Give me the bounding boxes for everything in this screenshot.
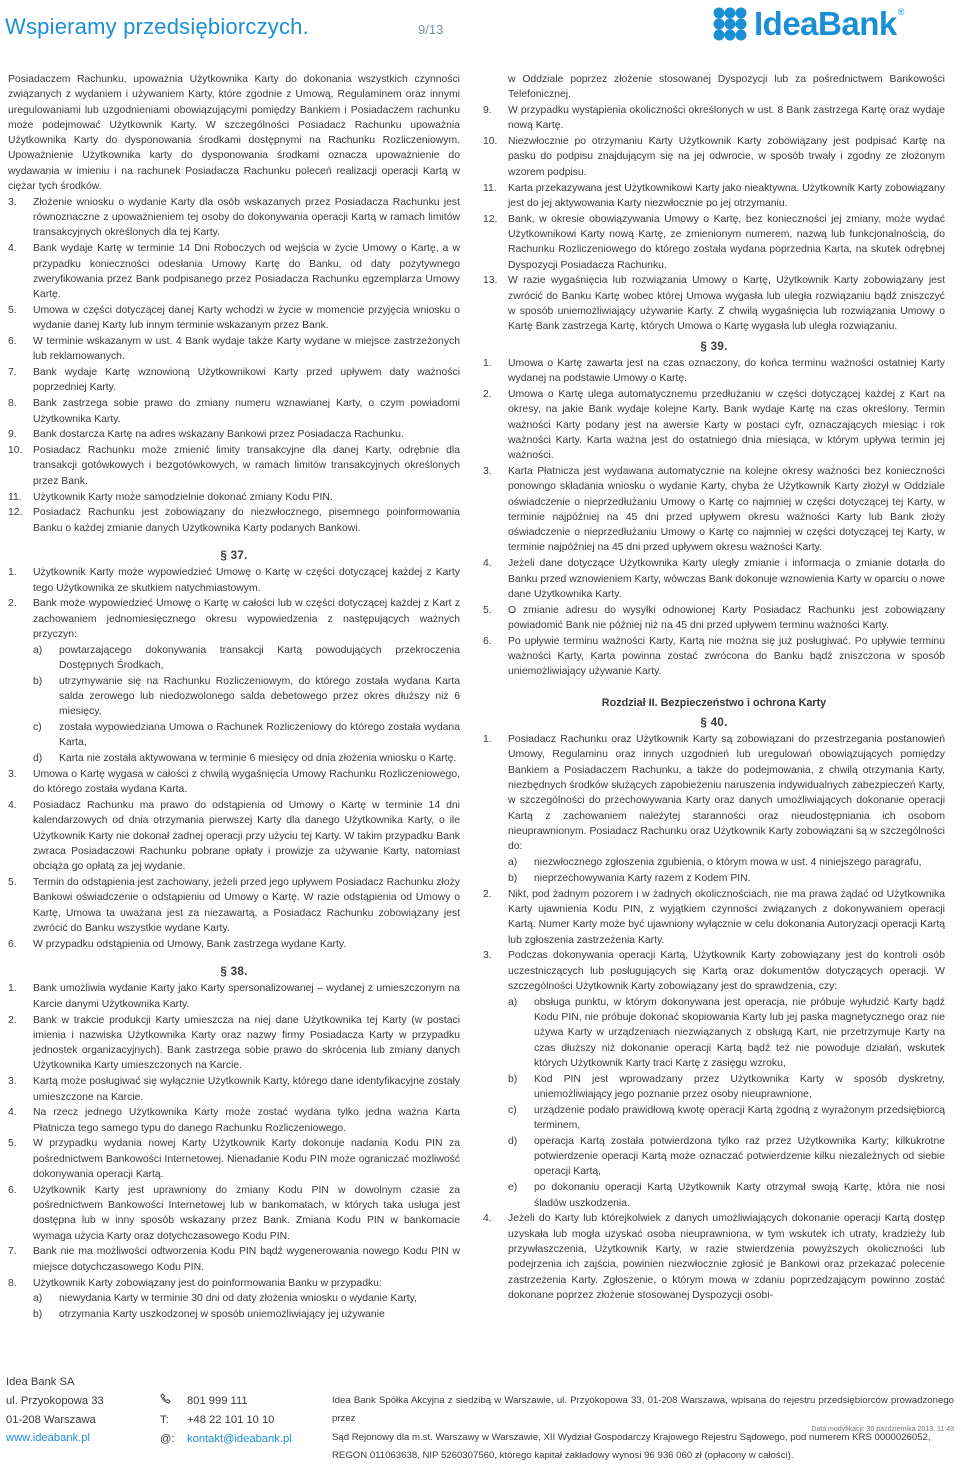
item-text: Umowa o Kartę wygasa w całości z chwilą wygaśnięcia Umowy Rachunku Rozliczeniowego, do którego została wydana Karta. [33, 769, 460, 796]
sub-text: utrzymywanie się na Rachunku Rozliczeniowym, do którego została wydana Karta salda zerowego lub niedozwolonego salda debetowego przez okres dłuższy niż 6 miesięcy, [59, 675, 460, 718]
item-text: Użytkownik Karty zobowiązany jest do poinformowania Banku w przypadku: [33, 1277, 382, 1289]
item-text: Bank, w okresie obowiązywania Umowy o Kartę, bez konieczności jej zmiany, może wydać Użytkownikowi Karty nową Kartę, ze zmienionym numerem, nazwą lub funkcjonalnością, do Rachunku Rozliczeniowego do którego została wydana poprzednia Karta, na skutek odrębnej Dyspozycji Posiadacza Rachunku. [508, 213, 945, 271]
item-text: W przypadku wystąpienia okoliczności określonych w ust. 8 Bank zastrzega Kartę oraz wydaje nową Kartę. [508, 105, 945, 132]
tel-label: T: [160, 1413, 169, 1426]
sub-item [483, 1134, 945, 1180]
item-text: Jeżeli dane dotyczące Użytkownika Karty uległy zmianie i informacja o zmianie dotarła do Banku przed wznowieniem Karty, wówczas Bank dokonuje wznowienia Karty w oparciu o nowe dane Użytkownika Karty. [508, 558, 946, 600]
sub-item [483, 855, 945, 870]
right-column [483, 72, 945, 1304]
item-number: 10. [8, 445, 23, 457]
list-item [8, 937, 460, 952]
intro-paragraph: Posiadaczem Rachunku, upoważnia Użytkownika Karty do dokonania wszystkich czynności związanych z wydaniem i używaniem Karty, które zgodnie z Umową, Regulaminem oraz innymi uregulowaniami lub uzgodnieniami obowiązującymi pomiędzy Bankiem i Posiadaczem rachunku może podejmować Użytkownik Karty. W szczególności Posiadacz Rachunku upoważnia Użytkownika Karty do dysponowania środkami dostępnymi na Rachunku Rozliczeniowym. Upoważnienie Użytkownika karty do dysponowania środkami oznacza upoważnienie do wydawania w imieniu i na rachunek Posiadacza Rachunku poleceń realizacji operacji Kartą w ciężar tych środków. [8, 74, 460, 193]
hotline-row [160, 1392, 310, 1411]
sub-text: urządzenie podało prawidłową kwotę operacji Kartą zgodną z wyrażonym przedsiębiorcą terminem, [534, 1104, 945, 1132]
section-37-title: § 37. [220, 548, 248, 562]
sub-text: niezwłocznego zgłoszenia zgubienia, o którym mowa w ust. 4 niniejszego paragrafu, [534, 857, 922, 869]
item-text: W przypadku odstąpienia od Umowy, Bank zastrzega wydane Karty. [33, 938, 347, 950]
page-footer [0, 1368, 960, 1462]
section-39-title: § 39. [700, 339, 728, 353]
section-38-title: § 38. [220, 965, 248, 979]
sub-letter: c) [508, 1104, 517, 1116]
sub-letter: a) [508, 996, 518, 1008]
item-text: Posiadacz Rachunku jest zobowiązany do niezwłocznego, pisemnego poinformowania Banku o każdej zmianie danych Użytkownika Karty podanych Bankowi. [33, 507, 460, 534]
item-text: Bank wydaje Kartę wznowioną Użytkownikowi Karty przed upływem daty ważności poprzedniej Karty. [33, 367, 460, 394]
contact-block [160, 1392, 310, 1448]
sub-text: Karta nie została aktywowana w terminie 6 miesięcy od dnia złożenia wniosku o Kartę. [59, 753, 457, 765]
section-38-subs [8, 1291, 460, 1322]
item-number: 4. [483, 558, 492, 570]
email-label: @: [160, 1432, 175, 1445]
item-number: 5. [483, 604, 492, 616]
sub-item [483, 995, 945, 1071]
list-item [8, 1244, 460, 1275]
item-text: Użytkownik Karty może wypowiedzieć Umowę o Kartę w części dotyczącej każdej z Karty tego Użytkownika ze skutkiem natychmiastowym. [33, 567, 460, 594]
list-item [483, 732, 945, 854]
sub-text: Kod PIN jest wprowadzany przez Użytkownika Karty w sposób dyskretny, uniemożliwiający jego poznanie przez osoby nieuprawnione, [534, 1073, 945, 1100]
item-number: 2. [483, 388, 492, 400]
item-number: 2. [8, 598, 17, 610]
item-text: Jeżeli do Karty lub którejkolwiek z danych umożliwiających dokonanie operacji Kartą dostęp uzyskała lub mogła uzyskać osoba nieuprawniona, w tym wskutek ich utraty, kradzieży lub przywłaszczenia, Użytkownik Karty, w razie stwierdzenia powyższych okoliczności lub podejrzenia ich zajścia, powinien niezwłocznie zgłosić je Bankowi oraz przekazać polecenie zastrzeżenia Karty. Zgłoszenie, o którym mowa w zdaniu poprzedzającym powinno zostać dokonane poprzez złożenie stosowanej Dyspozycji osobi- [508, 1213, 945, 1301]
item-number: 8. [8, 1277, 17, 1289]
item-number: 1. [483, 734, 492, 746]
item-number: 2. [8, 1014, 17, 1026]
item-number: 6. [8, 336, 17, 348]
sub-letter: d) [33, 753, 43, 765]
phone-icon [160, 1392, 187, 1411]
list-item [8, 981, 460, 1012]
list-item [483, 103, 945, 134]
sub-item [483, 1072, 945, 1103]
list-item [483, 464, 945, 556]
item-text: Podczas dokonywania operacji Kartą, Użytkownik Karty zobowiązany jest do kontroli osób uczestniczących lub posługujących się Kartą oraz dokumentów dotyczących operacji. W szczególności Użytkownik Karty zobowiązany jest do sprawdzenia, czy: [508, 950, 945, 992]
item-text: W razie wygaśnięcia lub rozwiązania Umowy o Kartę, Użytkownik Karty zobowiązany jest zwrócić do Banku Kartę wobec której Umowa wygasła lub uległa rozwiązaniu bądź zniszczyć w sposób uniemożliwiający używanie Karty. Z chwilą wygaśnięcia lub rozwiązania Umowy o Kartę Bank zastrzega Kartę, których Umowa o Kartę wygasła lub uległa rozwiązaniu. [508, 275, 945, 333]
item-number: 11. [483, 182, 497, 194]
list-item [483, 356, 945, 387]
sub-text: powtarzającego dokonywania transakcji Kartą powodujących przekroczenia Dostępnych Środkach, [59, 644, 460, 671]
item-number: 6. [8, 1184, 17, 1196]
item-text: Nikt, pod żadnym pozorem i w żadnych okolicznościach, nie ma prawa żądać od Użytkownika Karty ujawnienia Kodu PIN, z wyjątkiem czynności związanych z dokonywaniem operacji Kartą. Numer Karty może być ujawniony wyłącznie w celu dokonania Autoryzacji operacji Kartą lub zgłoszenia zastrzeżenia Karty. [508, 888, 945, 946]
list-item [8, 1013, 460, 1074]
modification-date: Data modyfikacji: 30 października 2013, 11:43 [811, 1426, 954, 1433]
sub-text: niewydania Karty w terminie 30 dni od daty złożenia wniosku o wydanie Karty, [59, 1293, 417, 1305]
item-text: Termin do odstąpienia jest zachowany, jeżeli przed jego upływem Posiadacz Rachunku złoży Bankowi oświadczenie o odstąpieniu od Umowy o Kartę. W razie odstąpienia od Umowy o Kartę, Umowa ta uważana jest za niezawartą, a Posiadacz Rachunku zobowiązany jest zwrócić do Banku wszystkie wydane Karty. [33, 877, 460, 935]
list-item [483, 1211, 945, 1303]
sub-item [8, 751, 460, 766]
list-item [8, 443, 460, 489]
list-item [8, 505, 460, 536]
list-item [8, 396, 460, 427]
list-item [8, 1183, 460, 1244]
section-38-list-cont [483, 103, 945, 334]
item-number: 1. [8, 983, 17, 995]
item-number: 3. [483, 950, 492, 962]
item-number: 4. [8, 243, 17, 255]
list-item [483, 212, 945, 273]
sub-letter: a) [508, 857, 518, 869]
item-number: 7. [8, 1246, 17, 1258]
sub-letter: e) [508, 1182, 518, 1194]
idea-bank-logo [712, 4, 904, 44]
item-text: Bank może wypowiedzieć Umowę o Kartę w całości lub w części dotyczącej każdej z Kart z zachowaniem jednomiesięcznego okresu wypowiedzenia z następujących ważnych przyczyn: [33, 598, 460, 640]
sub-letter: b) [508, 1073, 518, 1085]
item-number: 11. [8, 491, 22, 503]
list-item [8, 798, 460, 874]
item-text: W terminie wskazanym w ust. 4 Bank wydaje także Karty wydane w miejsce zastrzeżonych lub reklamowanych. [33, 336, 460, 363]
list-item [483, 556, 945, 602]
list-item [8, 767, 460, 798]
item-number: 8. [8, 398, 17, 410]
chapter-title: Rozdział II. Bezpieczeństwo i ochrona Karty [601, 696, 827, 709]
item-text: Użytkownik Karty jest uprawniony do zmiany Kodu PIN w dowolnym czasie za pośrednictwem Bankowości Internetowej lub w bankomatach, w których taka usługa jest dostępna lub w inny sposób wskazany przez Bank. Zmiana Kodu PIN w bankomacie wymaga użycia Karty oraz dotychczasowego Kodu PIN. [33, 1184, 460, 1242]
list-item [8, 1105, 460, 1136]
sub-letter: b) [33, 675, 43, 687]
legal-line: Idea Bank Spółka Akcyjna z siedzibą w Warszawie, ul. Przyokopowa 33, 01-208 Warszawa, wpisana do rejestru przedsiębiorców prowadzonego przez [332, 1395, 954, 1425]
sub-letter: d) [508, 1135, 518, 1147]
legal-line: REGON 011063638, NIP 5260307560, którego kapitał zakładowy wynosi 96 936 060 zł (opłacony w całości). [332, 1450, 794, 1462]
list-item [8, 596, 460, 642]
city: 01-208 Warszawa [6, 1413, 96, 1426]
email-row [160, 1430, 310, 1449]
list-item [483, 134, 945, 180]
item-text: Posiadacz Rachunku może zmienić limity transakcyjne dla danej Karty, odrębnie dla transakcji gotówkowych i bezgotówkowych, w ramach limitów transakcyjnych określonych przez Bank. [33, 445, 460, 487]
section-38-list [8, 981, 460, 1290]
list-item [8, 1074, 460, 1105]
list-item [8, 195, 460, 241]
item-number: 3. [8, 196, 17, 208]
list-item [483, 181, 945, 212]
list-item [483, 387, 945, 463]
list-item [8, 490, 460, 505]
list-item [483, 273, 945, 334]
sub-item [483, 1180, 945, 1211]
item-text: Karta przekazywana jest Użytkownikowi Karty jako nieaktywna. Użytkownik Karty zobowiązany jest do jej aktywowania Karty niezwłocznie po jej otrzymaniu. [508, 182, 945, 209]
list-item [483, 634, 945, 680]
registered-mark: ® [897, 7, 905, 17]
item-number: 5. [8, 304, 17, 316]
section-40-3-subs [483, 995, 945, 1211]
item-number: 1. [483, 357, 492, 369]
page-number: 9/13 [418, 22, 444, 37]
item-number: 12. [8, 507, 23, 519]
list-item [8, 303, 460, 334]
item-text: Bank zastrzega sobie prawo do zmiany numeru wznawianej Karty, o czym powiadomi Użytkownika Karty. [33, 398, 460, 425]
sub-item [8, 643, 460, 674]
item-number: 6. [483, 635, 492, 647]
sub-text: obsługa punktu, w którym dokonywana jest operacja, nie próbuje wyłudzić Karty bądź Kodu PIN, nie próbuje dokonać skopiowania Karty lub jej paska magnetycznego oraz nie używa Karty w urządzeniach niezwiązanych z obsługą Kart, nie przetrzymuje Karty na czas dłuższy niż dokonanie operacji Kartą bądź też nie powoduje działań, wskutek których Użytkownik Karty traci Kartę z zasięgu wzroku, [534, 996, 945, 1069]
list-item [8, 241, 460, 302]
item-number: 2. [483, 888, 492, 900]
list-item [8, 334, 460, 365]
sub-item [8, 1307, 460, 1322]
tel-number[interactable]: +48 22 101 10 10 [187, 1413, 275, 1426]
item-text: Bank dostarcza Kartę na adres wskazany Bankowi przez Posiadacza Rachunku. [33, 429, 404, 441]
item-text: Kartą może posługiwać się wyłącznie Użytkownik Karty, którego dane identyfikacyjne zostały umieszczone na Karcie. [33, 1076, 460, 1103]
sub-letter: a) [33, 1293, 43, 1305]
list-item [8, 1276, 460, 1291]
item-text: Posiadacz Rachunku oraz Użytkownik Karty są zobowiązani do przestrzegania postanowień Umowy, Regulaminu oraz innych uzgodnień lub uregulowań obowiązujących pomiędzy Bankiem a Posiadaczem Rachunku, a także do podejmowania, z chwilą otrzymania Karty, niezbędnych środków służących zapobieżeniu naruszenia indywidualnych zabezpieczeń Karty, w szczególności do przechowywania Karty oraz danych umożliwiających dokonanie operacji Kartą z zachowaniem należytej staranności oraz nieudostępniania ich osobom nieuprawnionym. Posiadacz Rachunku oraz Użytkownik Karty zobowiązani są w szczególności do: [508, 734, 945, 853]
item-text: Niezwłocznie po otrzymaniu Karty Użytkownik Karty zobowiązany jest podpisać Kartę na pasku do podpisu znajdującym się na jej odwrocie, w sposób trwały i zgodny ze złożonym wzorem podpisu. [508, 136, 945, 178]
item-text: Bank wydaje Kartę w terminie 14 Dni Roboczych od wejścia w życie Umowy o Kartę, a w przypadku konieczności odesłania Umowy Kartę do Banku, od daty pozytywnego zweryfikowania przez Bank podpisanego przez Posiadacza Rachunku egzemplarza Umowy Kartę. [33, 243, 460, 301]
sub-text: została wypowiedziana Umowa o Rachunek Rozliczeniowy do którego została wydana Karta, [59, 722, 460, 749]
item-text: Bank umożliwia wydanie Karty jako Karty spersonalizowanej – wydanej z umieszczonym na Karcie danymi Użytkownika Karty. [33, 983, 460, 1010]
item-text: Na rzecz jednego Użytkownika Karty może zostać wydana tylko jedna ważna Karta Płatnicza tego samego typu do danego Rachunku Rozliczeniowego. [33, 1107, 460, 1134]
sub-letter: c) [33, 722, 42, 734]
item-number: 1. [8, 567, 17, 579]
sub-text: po dokonaniu operacji Kartą Użytkownik Karty otrzymał swoją Kartę, która nie nosi śladów uszkodzenia. [534, 1182, 945, 1209]
item-number: 4. [483, 1213, 492, 1225]
sub-letter: b) [508, 872, 518, 884]
item-text: Złożenie wniosku o wydanie Karty dla osób wskazanych przez Posiadacza Rachunku jest równoznaczne z upoważnieniem tej osoby do dokonywania operacji Kartą w ramach limitów transakcyjnych określonych dla tej Karty. [33, 196, 460, 239]
sub-item [8, 720, 460, 751]
email-link[interactable]: kontakt@ideabank.pl [187, 1432, 292, 1445]
sub-text: nieprzechowywania Karty razem z Kodem PIN. [534, 872, 751, 884]
list-item [483, 948, 945, 994]
item-text: Bank w trakcie produkcji Karty umieszcza na niej dane Użytkownika tej Karty (w postaci imienia i nazwiska Użytkownika Karty oraz nazwy firmy Posiadacza Karty w przypadku jednostek organizacyjnych). Bank zastrzega sobie prawo do skrócenia lub zmiany danych Użytkownika Karty umieszczonych na Karcie. [33, 1014, 460, 1072]
list-item [8, 875, 460, 936]
section-37-list-b [8, 767, 460, 952]
item-number: 4. [8, 800, 17, 812]
website-link[interactable]: www.ideabank.pl [6, 1432, 90, 1445]
list-item [483, 887, 945, 948]
list-item [483, 603, 945, 634]
item-number: 3. [8, 769, 17, 781]
sub-item [8, 674, 460, 720]
section-36-list [8, 195, 460, 536]
item-text: Umowa w części dotyczącej danej Karty wchodzi w życie w momencie przyjęcia wniosku o wydanie danej Karty lub innym terminie wskazanym przez Bank. [33, 304, 460, 332]
slogan: Wspieramy przedsiębiorczych. [5, 14, 309, 39]
item-text: Po upływie terminu ważności Karty, Kartą nie można się już posługiwać. Po upływie terminu ważności Karty, Karta powinna zostać zwrócona do Banku bądź zniszczona w sposób uniemożliwiający używanie Karty. [508, 635, 945, 678]
sub-item [483, 871, 945, 886]
item-number: 12. [483, 213, 498, 225]
section-37-list-a [8, 565, 460, 642]
item-text: Umowa o Kartę zawarta jest na czas oznaczony, do końca terminu ważności ostatniej Karty wydanej na podstawie Umowy o Kartę. [508, 357, 945, 385]
item-number: 9. [483, 105, 492, 117]
item-number: 6. [8, 938, 17, 950]
section-39-list [483, 356, 945, 680]
item-number: 13. [483, 275, 498, 287]
sub-letter: a) [33, 644, 43, 656]
item-number: 7. [8, 367, 17, 379]
item-number: 3. [8, 1076, 17, 1088]
sub-item [8, 1291, 460, 1306]
item-number: 9. [8, 429, 17, 441]
item-text: Bank nie ma możliwości odtworzenia Kodu PIN bądź wygenerowania nowego Kodu PIN w miejsce dotychczasowego Kodu PIN. [33, 1246, 460, 1273]
item-text: Karta Płatnicza jest wydawana automatycznie na kolejne okresy ważności bez konieczności ponowngo składania wniosku o wydanie Karty, chyba że Użytkownik Karty złożył w Oddziale oświadczenie o nieprzedłużaniu Umowy o Kartę co najmniej w części dotyczącej tej Karty, w terminie najpóźniej na 45 dni przed upływem okresu ważności Karty lub Bank złoży oświadczenie o nieprzedłużaniu Umowy o Kartę co najmniej w części dotyczącej tej Karty, w terminie najpóźniej na 45 dni przed upływem okresu ważności Karty. [508, 465, 945, 554]
page-header [0, 0, 960, 62]
hotline-number[interactable]: 801 999 111 [187, 1395, 248, 1407]
item-text: W przypadku wydania nowej Karty Użytkownik Karty dokonuje nadania Kodu PIN za pośrednictwem Bankowości Internetowej. Nienadanie Kodu PIN może ograniczać możliwość dokonywania operacji Kartą. [33, 1138, 460, 1180]
bank-name: Idea Bank SA [6, 1376, 75, 1388]
legal-line: Sąd Rejonowy dla m.st. Warszawy w Warszawie, XII Wydział Gospodarczy Krajowego Rejestru Sądowego, pod numerem KRS 0000026052, [332, 1431, 931, 1443]
sub-text: otrzymania Karty uszkodzonej w sposób uniemożliwiający jej używanie [59, 1309, 385, 1321]
list-item [8, 1136, 460, 1182]
item-number: 10. [483, 136, 498, 148]
section-40-1-subs [483, 855, 945, 886]
bank-address [6, 1373, 104, 1448]
item-text: Użytkownik Karty może samodzielnie dokonać zmiany Kodu PIN. [33, 491, 333, 503]
item-number: 4. [8, 1107, 17, 1119]
sub-letter: b) [33, 1309, 43, 1321]
item-number: 5. [8, 1138, 17, 1150]
list-item [8, 365, 460, 396]
street: ul. Przyokopowa 33 [6, 1394, 104, 1407]
item-text: Posiadacz Rachunku ma prawo do odstąpienia od Umowy o Kartę w terminie 14 dni kalendarzowych od dnia otrzymania pierwszej Karty dla danego Użytkownika Karty, o ile Użytkownik Karty nie dokonał żadnej operacji przy użyciu tej Karty. W takim przypadku Bank zwraca Posiadaczowi Rachunku pobrane opłaty i prowizje za używanie Karty, natomiast obciąża go opłatą za jej wydanie. [33, 800, 460, 873]
item-text: O zmianie adresu do wysyłki odnowionej Karty Posiadacz Rachunku jest zobowiązany powiadomić Bank nie później niż na 45 dni przed upływem terminu ważności Karty. [508, 604, 945, 631]
logo-text: IdeaBank [754, 5, 897, 42]
item-number: 5. [8, 877, 17, 889]
sub-text: operacja Kartą została potwierdzona tylko raz przez Użytkownika Karty; kilkukrotne potwierdzenie operacji Kartą może oznaczać potwierdzenie kilku niezależnych od siebie operacji Kartą, [534, 1135, 945, 1178]
continuation-paragraph: w Oddziale poprzez złożenie stosowanej Dyspozycji lub za pośrednictwem Bankowości Telefonicznej. [508, 74, 945, 101]
list-item [8, 427, 460, 442]
list-item [8, 565, 460, 596]
sub-item [483, 1103, 945, 1134]
item-number: 3. [483, 465, 492, 477]
item-text: Umowa o Kartę ulega automatycznemu przedłużaniu w części dotyczącej każdej z Kart na okresy, na jakie Bank wydaje kolejne Karty. Bank wydaje Kartę na czas określony. Termin ważności Karty podany jest na awersie Karty w postaci cyfr, oznaczających miesiąc i rok ważności Karty. Karta ważna jest do ostatniego dnia miesiąca, w którym upływa termin jej ważności. [508, 388, 945, 462]
logo-dots-icon [712, 6, 748, 42]
left-column [8, 72, 460, 1323]
section-40-title: § 40. [700, 715, 728, 729]
section-37-subs [8, 643, 460, 767]
tel-row [160, 1411, 310, 1430]
